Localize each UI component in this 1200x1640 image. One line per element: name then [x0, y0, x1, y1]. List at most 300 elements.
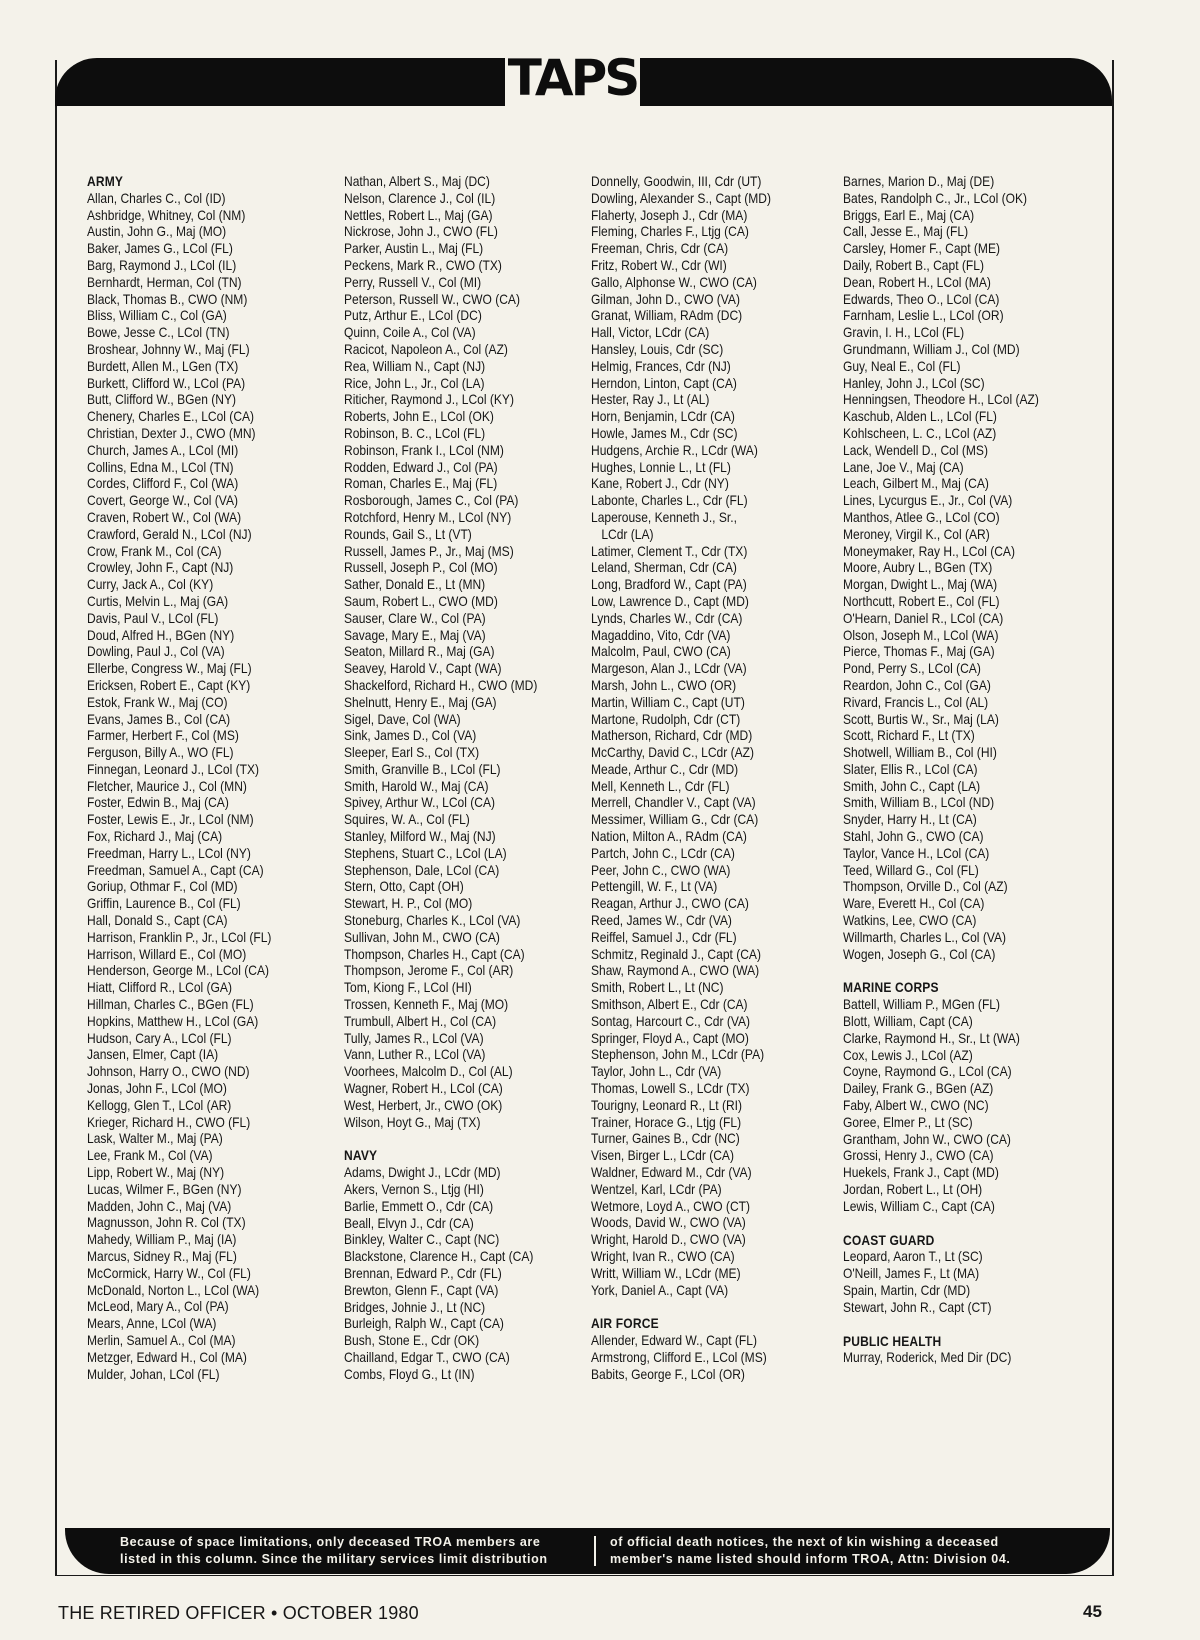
- obituary-entry: Faby, Albert W., CWO (NC): [843, 1097, 989, 1114]
- obituary-entry: Church, James A., LCol (MI): [87, 441, 239, 458]
- obituary-entry: Messimer, William G., Cdr (CA): [591, 811, 759, 828]
- obituary-entry: Trossen, Kenneth F., Maj (MO): [344, 996, 509, 1013]
- obituary-entry: Collins, Edna M., LCol (TN): [87, 458, 234, 475]
- obituary-entry: Chenery, Charles E., LCol (CA): [87, 408, 255, 425]
- obituary-entry: Magaddino, Vito, Cdr (VA): [591, 626, 731, 643]
- obituary-entry: Ellerbe, Congress W., Maj (FL): [87, 660, 252, 677]
- obituary-entry: Clarke, Raymond H., Sr., Lt (WA): [843, 1029, 1020, 1046]
- obituary-entry: Gallo, Alphonse W., CWO (CA): [591, 273, 757, 290]
- obituary-entry: Taylor, Vance H., LCol (CA): [843, 844, 990, 861]
- obituary-entry: Hall, Victor, LCdr (CA): [591, 324, 710, 341]
- obituary-entry: Battell, William P., MGen (FL): [843, 996, 1001, 1013]
- obituary-entry: Call, Jesse E., Maj (FL): [843, 223, 969, 240]
- obituary-entry: Dean, Robert H., LCol (MA): [843, 273, 991, 290]
- service-section: [843, 173, 1056, 962]
- obituary-entry: Meade, Arthur C., Cdr (MD): [591, 760, 739, 777]
- obituary-entry: Thompson, Orville D., Col (AZ): [843, 878, 1008, 895]
- obituary-entry: Stephens, Stuart C., LCol (LA): [344, 844, 507, 861]
- obituary-entry: Gilman, John D., CWO (VA): [591, 290, 740, 307]
- section-heading: ARMY: [87, 173, 124, 189]
- obituary-entry: Roman, Charles E., Maj (FL): [344, 475, 498, 492]
- obituary-entry: Crow, Frank M., Col (CA): [87, 542, 222, 559]
- obituary-entry: Blott, William, Capt (CA): [843, 1013, 973, 1030]
- obituary-entry: Fritz, Robert W., Cdr (WI): [591, 256, 727, 273]
- obituary-entry: Lucas, Wilmer F., BGen (NY): [87, 1180, 242, 1197]
- obituary-entry: Writt, William W., LCdr (ME): [591, 1264, 741, 1281]
- obituary-entry: Beall, Elvyn J., Cdr (CA): [344, 1214, 474, 1231]
- obituary-entry: Horn, Benjamin, LCdr (CA): [591, 408, 735, 425]
- obituary-entry: Kellogg, Glen T., LCol (AR): [87, 1096, 232, 1113]
- obituary-entry: Nettles, Robert L., Maj (GA): [344, 206, 493, 223]
- obituary-entry: Hiatt, Clifford R., LCol (GA): [87, 979, 232, 996]
- section-heading: NAVY: [344, 1147, 378, 1164]
- obituary-entry: Farnham, Leslie L., LCol (OR): [843, 307, 1004, 324]
- obituary-entry: Wright, Harold D., CWO (VA): [591, 1231, 746, 1248]
- obituary-entry: Chailland, Edgar T., CWO (CA): [344, 1348, 510, 1365]
- obituary-entry: Pond, Perry S., LCol (CA): [843, 660, 981, 677]
- obituary-entry: Rotchford, Henry M., LCol (NY): [344, 508, 512, 525]
- obituary-entry: Shotwell, William B., Col (HI): [843, 744, 997, 761]
- obituary-entry: Kane, Robert J., Cdr (NY): [591, 475, 729, 492]
- obituary-entry: Edwards, Theo O., LCol (CA): [843, 290, 1000, 307]
- obituary-entry: Moore, Aubry L., BGen (TX): [843, 559, 993, 576]
- footer-note-left: Because of space limitations, only deceased TROA members are listed in this column. Since the military services limit distribution: [120, 1535, 548, 1566]
- obituary-entry: Coyne, Raymond G., LCol (CA): [843, 1063, 1012, 1080]
- obituary-entry: Burkett, Clifford W., LCol (PA): [87, 374, 246, 391]
- obituary-entry: Briggs, Earl E., Maj (CA): [843, 206, 975, 223]
- obituary-entry: Huekels, Frank J., Capt (MD): [843, 1164, 999, 1181]
- obituary-entry: Freeman, Chris, Cdr (CA): [591, 240, 729, 257]
- obituary-entry: Hanley, John J., LCol (SC): [843, 374, 985, 391]
- entry-list: [843, 1248, 1056, 1315]
- obituary-entry: Moneymaker, Ray H., LCol (CA): [843, 542, 1015, 559]
- obituary-entry: Sullivan, John M., CWO (CA): [344, 928, 500, 945]
- obituary-entry: Shaw, Raymond A., CWO (WA): [591, 962, 760, 979]
- obituary-entry: Perry, Russell V., Col (MI): [344, 273, 482, 290]
- service-section: [591, 1315, 804, 1382]
- obituary-entry: Hester, Ray J., Lt (AL): [591, 391, 710, 408]
- obituary-entry: Babits, George F., LCol (OR): [591, 1365, 745, 1382]
- service-section: [591, 173, 804, 1298]
- obituary-entry: Crawford, Gerald N., LCol (NJ): [87, 525, 252, 542]
- obituary-entry: Granat, William, RAdm (DC): [591, 307, 743, 324]
- obituary-entry: Peckens, Mark R., CWO (TX): [344, 256, 502, 273]
- obituary-entry: Martone, Rudolph, Cdr (CT): [591, 710, 741, 727]
- obituary-entry: Ericksen, Robert E., Capt (KY): [87, 676, 251, 693]
- entry-list: [843, 1349, 1056, 1366]
- obituary-entry: Reiffel, Samuel J., Cdr (FL): [591, 928, 737, 945]
- obituary-entry: Madden, John C., Maj (VA): [87, 1197, 232, 1214]
- obituary-entry: Smith, John C., Capt (LA): [843, 777, 981, 794]
- obituary-entry: Merlin, Samuel A., Col (MA): [87, 1331, 236, 1348]
- obituary-entry: Mahedy, William P., Maj (IA): [87, 1231, 237, 1248]
- obituary-entry: Bernhardt, Herman, Col (TN): [87, 273, 242, 290]
- obituary-entry: Dowling, Paul J., Col (VA): [87, 643, 225, 660]
- obituary-entry: Stephenson, John M., LCdr (PA): [591, 1046, 765, 1063]
- obituary-entry: Henningsen, Theodore H., LCol (AZ): [843, 391, 1039, 408]
- obituary-entry: Freedman, Harry L., LCol (NY): [87, 844, 251, 861]
- service-section: [843, 1232, 1056, 1316]
- obituary-entry: Lack, Wendell D., Col (MS): [843, 441, 988, 458]
- obituary-entry: Marsh, John L., CWO (OR): [591, 676, 737, 693]
- obituary-entry: Dailey, Frank G., BGen (AZ): [843, 1080, 994, 1097]
- obituary-entry: Grundmann, William J., Col (MD): [843, 340, 1020, 357]
- obituary-entry: Smith, William B., LCol (ND): [843, 794, 995, 811]
- obituary-entry: Hansley, Louis, Cdr (SC): [591, 340, 724, 357]
- obituary-entry: Smith, Harold W., Maj (CA): [344, 777, 489, 794]
- service-section: [344, 1147, 557, 1382]
- obituary-entry: Howle, James M., Cdr (SC): [591, 424, 738, 441]
- obituary-entry: Olson, Joseph M., LCol (WA): [843, 626, 999, 643]
- obituary-entry: Fox, Richard J., Maj (CA): [87, 828, 223, 845]
- obituary-entry: Mell, Kenneth L., Cdr (FL): [591, 777, 730, 794]
- obituary-entry: Watkins, Lee, CWO (CA): [843, 912, 977, 929]
- obituary-entry: Waldner, Edward M., Cdr (VA): [591, 1164, 752, 1181]
- obituary-entry: Wilson, Hoyt G., Maj (TX): [344, 1113, 481, 1130]
- obituary-entry: Wright, Ivan R., CWO (CA): [591, 1248, 735, 1264]
- obituary-entry: Reardon, John C., Col (GA): [843, 676, 991, 693]
- obituary-entry: Latimer, Clement T., Cdr (TX): [591, 542, 748, 559]
- obituary-entry: Lipp, Robert W., Maj (NY): [87, 1164, 225, 1181]
- obituary-entry: Morgan, Dwight L., Maj (WA): [843, 576, 998, 593]
- obituary-entry: Lines, Lycurgus E., Jr., Col (VA): [843, 492, 1013, 509]
- obituary-entry: Fletcher, Maurice J., Col (MN): [87, 777, 247, 794]
- obituary-entry: Kaschub, Alden L., LCol (FL): [843, 408, 997, 425]
- obituary-entry: Spain, Martin, Cdr (MD): [843, 1282, 971, 1298]
- obituary-entry: Fleming, Charles F., Ltjg (CA): [591, 223, 749, 240]
- obituary-entry: McLeod, Mary A., Col (PA): [87, 1298, 229, 1315]
- obituary-entry: O'Hearn, Daniel R., LCol (CA): [843, 609, 1004, 626]
- obituary-entry: Stephenson, Dale, LCol (CA): [344, 861, 500, 878]
- obituary-entry: Nickrose, John J., CWO (FL): [344, 223, 498, 240]
- obituary-entry: Turner, Gaines B., Cdr (NC): [591, 1130, 740, 1147]
- obituary-entry: Rea, William N., Capt (NJ): [344, 357, 486, 374]
- obituary-entry: Griffin, Laurence B., Col (FL): [87, 895, 241, 912]
- footer-note-divider: [594, 1536, 596, 1566]
- obituary-entry: Laperouse, Kenneth J., Sr.,: [591, 508, 737, 525]
- obituary-entry: Shackelford, Richard H., CWO (MD): [344, 676, 538, 693]
- obituary-entry: Lynds, Charles W., Cdr (CA): [591, 609, 743, 626]
- obituary-entry: Nation, Milton A., RAdm (CA): [591, 828, 747, 845]
- obituary-entry: Burdett, Allen M., LGen (TX): [87, 357, 239, 374]
- obituary-entry: Ashbridge, Whitney, Col (NM): [87, 206, 246, 223]
- obituary-entry: Hudgens, Archie R., LCdr (WA): [591, 441, 758, 458]
- obituary-entry: Thompson, Charles H., Capt (CA): [344, 945, 525, 962]
- obituary-entry: Visen, Birger L., LCdr (CA): [591, 1147, 734, 1164]
- obituary-entry: Leach, Gilbert M., Maj (CA): [843, 475, 989, 492]
- obituary-entry: Partch, John C., LCdr (CA): [591, 844, 735, 861]
- obituary-entry: Mulder, Johan, LCol (FL): [87, 1365, 220, 1382]
- obituary-entry: Dowling, Alexander S., Capt (MD): [591, 189, 772, 206]
- obituary-entry: Rosborough, James C., Col (PA): [344, 492, 519, 509]
- obituary-entry: Johnson, Harry O., CWO (ND): [87, 1063, 250, 1080]
- obituary-entry: Smithson, Albert E., Cdr (CA): [591, 996, 748, 1013]
- obituary-entry: Spivey, Arthur W., LCol (CA): [344, 794, 495, 811]
- service-section: [87, 173, 300, 1382]
- obituary-entry: Lewis, William C., Capt (CA): [843, 1197, 995, 1214]
- obituary-entry: Wetmore, Loyd A., CWO (CT): [591, 1197, 751, 1214]
- obituary-entry: O'Neill, James F., Lt (MA): [843, 1265, 980, 1282]
- obituary-entry: Armstrong, Clifford E., LCol (MS): [591, 1348, 767, 1365]
- obituary-entry: McCarthy, David C., LCdr (AZ): [591, 744, 755, 761]
- obituary-entry: Riticher, Raymond J., LCol (KY): [344, 391, 514, 408]
- obituary-entry: Putz, Arthur E., LCol (DC): [344, 307, 482, 324]
- obituary-entry: Flaherty, Joseph J., Cdr (MA): [591, 206, 748, 223]
- obituary-entry: Foster, Lewis E., Jr., LCol (NM): [87, 811, 254, 828]
- footer-note-right: of official death notices, the next of kin wishing a deceased member's name listed should inform TROA, Attn: Division 04.: [610, 1535, 1011, 1566]
- obituary-entry: Stern, Otto, Capt (OH): [344, 878, 464, 895]
- obituary-entry: McDonald, Norton L., LCol (WA): [87, 1281, 260, 1298]
- section-heading: COAST GUARD: [843, 1231, 935, 1248]
- obituary-entry: Woods, David W., CWO (VA): [591, 1214, 746, 1231]
- entry-list: [591, 1332, 804, 1382]
- obituary-entry: Covert, George W., Col (VA): [87, 492, 238, 509]
- page-number: 45: [1083, 1602, 1102, 1621]
- section-heading: AIR FORCE: [591, 1315, 659, 1332]
- column-4: [843, 173, 1056, 1383]
- obituary-entry: Jansen, Elmer, Capt (IA): [87, 1046, 219, 1063]
- obituary-entry: Wentzel, Karl, LCdr (PA): [591, 1180, 722, 1197]
- obituary-columns: [87, 173, 1097, 1503]
- section-heading: MARINE CORPS: [843, 979, 939, 996]
- obituary-entry: Sontag, Harcourt C., Cdr (VA): [591, 1012, 751, 1029]
- obituary-entry: Lask, Walter M., Maj (PA): [87, 1130, 223, 1147]
- entry-list: [344, 1164, 557, 1382]
- obituary-entry: Harrison, Franklin P., Jr., LCol (FL): [87, 928, 272, 945]
- obituary-entry: Nathan, Albert S., Maj (DC): [344, 173, 490, 189]
- obituary-entry: Bliss, William C., Col (GA): [87, 307, 227, 324]
- obituary-entry: Roberts, John E., LCol (OK): [344, 408, 494, 425]
- obituary-entry: Broshear, Johnny W., Maj (FL): [87, 340, 250, 357]
- obituary-entry: Donnelly, Goodwin, III, Cdr (UT): [591, 173, 762, 189]
- service-section: [843, 1333, 1056, 1367]
- publication-footer: THE RETIRED OFFICER • OCTOBER 1980: [58, 1603, 419, 1623]
- column-3: [591, 173, 804, 1400]
- obituary-entry: Wagner, Robert H., LCol (CA): [344, 1080, 503, 1097]
- obituary-entry: Marcus, Sidney R., Maj (FL): [87, 1248, 237, 1264]
- obituary-entry: Craven, Robert W., Col (WA): [87, 508, 242, 525]
- obituary-entry: Davis, Paul V., LCol (FL): [87, 609, 219, 626]
- obituary-entry: Baker, James G., LCol (FL): [87, 240, 233, 257]
- obituary-entry: Henderson, George M., LCol (CA): [87, 962, 270, 979]
- obituary-entry: Doud, Alfred H., BGen (NY): [87, 626, 235, 643]
- obituary-entry: Kohlscheen, L. C., LCol (AZ): [843, 424, 997, 441]
- obituary-entry: Murray, Roderick, Med Dir (DC): [843, 1349, 1012, 1366]
- obituary-entry: Allender, Edward W., Capt (FL): [591, 1332, 757, 1349]
- obituary-entry: Crowley, John F., Capt (NJ): [87, 559, 234, 576]
- obituary-entry: Daily, Robert B., Capt (FL): [843, 256, 984, 273]
- obituary-entry: Krieger, Richard H., CWO (FL): [87, 1113, 251, 1130]
- obituary-entry: Seaton, Millard R., Maj (GA): [344, 643, 495, 660]
- obituary-entry: Bush, Stone E., Cdr (OK): [344, 1332, 480, 1349]
- obituary-entry: Springer, Floyd A., Capt (MO): [591, 1029, 749, 1046]
- obituary-entry: Grantham, John W., CWO (CA): [843, 1130, 1011, 1147]
- obituary-entry: Scott, Burtis W., Sr., Maj (LA): [843, 710, 999, 727]
- obituary-entry: West, Herbert, Jr., CWO (OK): [344, 1096, 503, 1113]
- obituary-entry: Thomas, Lowell S., LCdr (TX): [591, 1080, 750, 1097]
- obituary-entry: Blackstone, Clarence H., Capt (CA): [344, 1248, 534, 1265]
- obituary-entry: Thompson, Jerome F., Col (AR): [344, 962, 514, 979]
- obituary-entry: Brennan, Edward P., Cdr (FL): [344, 1265, 502, 1281]
- obituary-entry: Gravin, I. H., LCol (FL): [843, 324, 965, 341]
- obituary-entry: Trainer, Horace G., Ltjg (FL): [591, 1113, 742, 1130]
- obituary-entry: Tom, Kiong F., LCol (HI): [344, 979, 472, 996]
- obituary-entry: Mears, Anne, LCol (WA): [87, 1315, 217, 1332]
- obituary-entry: Taylor, John L., Cdr (VA): [591, 1063, 722, 1080]
- obituary-entry: Bridges, Johnie J., Lt (NC): [344, 1298, 486, 1315]
- obituary-entry: Stewart, H. P., Col (MO): [344, 895, 473, 912]
- obituary-entry: Matherson, Richard, Cdr (MD): [591, 727, 753, 744]
- obituary-entry: Pettengill, W. F., Lt (VA): [591, 878, 718, 895]
- obituary-entry: Guy, Neal E., Col (FL): [843, 357, 961, 374]
- obituary-entry: Shelnutt, Henry E., Maj (GA): [344, 693, 497, 710]
- obituary-entry: Leopard, Aaron T., Lt (SC): [843, 1248, 983, 1265]
- obituary-entry: Scott, Richard F., Lt (TX): [843, 727, 975, 744]
- obituary-entry: Labonte, Charles L., Cdr (FL): [591, 492, 748, 509]
- obituary-entry: Jonas, John F., LCol (MO): [87, 1080, 227, 1097]
- entry-list: [87, 190, 300, 1383]
- obituary-entry: Northcutt, Robert E., Col (FL): [843, 592, 1000, 609]
- obituary-entry: Low, Lawrence D., Capt (MD): [591, 592, 749, 609]
- obituary-entry: Reagan, Arthur J., CWO (CA): [591, 895, 749, 912]
- entry-list: [843, 996, 1056, 1214]
- obituary-entry: Willmarth, Charles L., Col (VA): [843, 928, 1007, 945]
- obituary-entry: Hopkins, Matthew H., LCol (GA): [87, 1012, 259, 1029]
- obituary-entry: Malcolm, Paul, CWO (CA): [591, 643, 731, 660]
- obituary-entry: Cox, Lewis J., LCol (AZ): [843, 1046, 973, 1063]
- obituary-entry: Sather, Donald E., Lt (MN): [344, 576, 486, 593]
- obituary-entry: Butt, Clifford W., BGen (NY): [87, 391, 236, 408]
- obituary-entry: Stahl, John G., CWO (CA): [843, 828, 984, 845]
- obituary-entry: Parker, Austin L., Maj (FL): [344, 240, 484, 257]
- obituary-entry: Christian, Dexter J., CWO (MN): [87, 424, 256, 441]
- obituary-entry: Estok, Frank W., Maj (CO): [87, 693, 228, 710]
- obituary-entry: Freedman, Samuel A., Capt (CA): [87, 861, 264, 878]
- obituary-entry: Finnegan, Leonard J., LCol (TX): [87, 760, 259, 777]
- obituary-entry: Vann, Luther R., LCol (VA): [344, 1046, 486, 1063]
- obituary-entry: Stanley, Milford W., Maj (NJ): [344, 828, 496, 845]
- obituary-entry: Robinson, B. C., LCol (FL): [344, 424, 486, 441]
- obituary-entry: Goriup, Othmar F., Col (MD): [87, 878, 238, 895]
- obituary-entry: Merrell, Chandler V., Capt (VA): [591, 794, 756, 811]
- obituary-entry: Robinson, Frank I., LCol (NM): [344, 441, 504, 458]
- obituary-entry: Voorhees, Malcolm D., Col (AL): [344, 1063, 513, 1080]
- obituary-entry: Hughes, Lonnie L., Lt (FL): [591, 458, 731, 475]
- obituary-entry: Jordan, Robert L., Lt (OH): [843, 1181, 983, 1198]
- obituary-entry: Evans, James B., Col (CA): [87, 710, 231, 727]
- obituary-entry: Saum, Robert L., CWO (MD): [344, 592, 498, 609]
- obituary-entry: Trumbull, Albert H., Col (CA): [344, 1012, 497, 1029]
- service-section: [344, 173, 557, 1130]
- column-1: [87, 173, 300, 1399]
- obituary-entry: Rodden, Edward J., Col (PA): [344, 458, 498, 475]
- obituary-entry: Farmer, Herbert F., Col (MS): [87, 727, 239, 744]
- obituary-entry: Lee, Frank M., Col (VA): [87, 1147, 213, 1164]
- obituary-entry: Savage, Mary E., Maj (VA): [344, 626, 486, 643]
- obituary-entry: Sleeper, Earl S., Col (TX): [344, 744, 480, 761]
- obituary-entry: McCormick, Harry W., Col (FL): [87, 1264, 251, 1281]
- obituary-entry: Squires, W. A., Col (FL): [344, 811, 470, 828]
- obituary-entry: Long, Bradford W., Capt (PA): [591, 576, 747, 593]
- obituary-entry: Hillman, Charles C., BGen (FL): [87, 996, 254, 1013]
- obituary-entry: Schmitz, Reginald J., Capt (CA): [591, 945, 761, 962]
- obituary-entry: Peer, John C., CWO (WA): [591, 861, 731, 878]
- obituary-entry: Peterson, Russell W., CWO (CA): [344, 290, 520, 307]
- obituary-entry: Racicot, Napoleon A., Col (AZ): [344, 340, 508, 357]
- obituary-entry: LCdr (LA): [601, 525, 654, 542]
- obituary-entry: Quinn, Coile A., Col (VA): [344, 324, 476, 341]
- entry-list: [843, 173, 1056, 962]
- obituary-entry: Lane, Joe V., Maj (CA): [843, 458, 964, 475]
- obituary-entry: Martin, William C., Capt (UT): [591, 693, 745, 710]
- obituary-entry: Combs, Floyd G., Lt (IN): [344, 1365, 475, 1382]
- obituary-entry: Brewton, Glenn F., Capt (VA): [344, 1281, 499, 1298]
- obituary-entry: Burleigh, Ralph W., Capt (CA): [344, 1315, 504, 1332]
- obituary-entry: Rounds, Gail S., Lt (VT): [344, 525, 472, 542]
- obituary-entry: Barlie, Emmett O., Cdr (CA): [344, 1197, 494, 1214]
- obituary-entry: Barnes, Marion D., Maj (DE): [843, 173, 995, 189]
- obituary-entry: Stoneburg, Charles K., LCol (VA): [344, 912, 521, 929]
- obituary-entry: Smith, Granville B., LCol (FL): [344, 760, 501, 777]
- obituary-entry: Seavey, Harold V., Capt (WA): [344, 660, 502, 677]
- obituary-entry: Rivard, Francis L., Col (AL): [843, 693, 989, 710]
- column-2: [344, 173, 557, 1400]
- obituary-entry: Slater, Ellis R., LCol (CA): [843, 760, 978, 777]
- obituary-entry: Metzger, Edward H., Col (MA): [87, 1348, 247, 1365]
- obituary-entry: Teed, Willard G., Col (FL): [843, 861, 979, 878]
- obituary-entry: Tourigny, Leonard R., Lt (RI): [591, 1096, 743, 1113]
- obituary-entry: Hudson, Cary A., LCol (FL): [87, 1029, 232, 1046]
- obituary-entry: Magnusson, John R. Col (TX): [87, 1214, 246, 1231]
- masthead-title: TAPS: [505, 50, 640, 106]
- obituary-entry: Cordes, Clifford F., Col (WA): [87, 475, 239, 492]
- obituary-entry: Goree, Elmer P., Lt (SC): [843, 1113, 973, 1130]
- obituary-entry: Allan, Charles C., Col (ID): [87, 189, 226, 206]
- obituary-entry: Bates, Randolph C., Jr., LCol (OK): [843, 189, 1028, 206]
- obituary-entry: Rice, John L., Jr., Col (LA): [344, 374, 485, 391]
- obituary-entry: Stewart, John R., Capt (CT): [843, 1298, 992, 1315]
- obituary-entry: Akers, Vernon S., Ltjg (HI): [344, 1181, 484, 1198]
- obituary-entry: Black, Thomas B., CWO (NM): [87, 290, 248, 307]
- obituary-entry: York, Daniel A., Capt (VA): [591, 1281, 729, 1298]
- obituary-entry: Manthos, Atlee G., LCol (CO): [843, 508, 1000, 525]
- obituary-entry: Meroney, Virgil K., Col (AR): [843, 525, 990, 542]
- obituary-entry: Sauser, Clare W., Col (PA): [344, 609, 486, 626]
- obituary-entry: Smith, Robert L., Lt (NC): [591, 979, 724, 996]
- obituary-entry: Grossi, Henry J., CWO (CA): [843, 1147, 994, 1164]
- obituary-entry: Carsley, Homer F., Capt (ME): [843, 240, 1000, 257]
- obituary-entry: Russell, James P., Jr., Maj (MS): [344, 542, 514, 559]
- obituary-entry: Ferguson, Billy A., WO (FL): [87, 744, 234, 761]
- obituary-entry: Nelson, Clarence J., Col (IL): [344, 189, 496, 206]
- obituary-entry: Adams, Dwight J., LCdr (MD): [344, 1164, 501, 1181]
- obituary-entry: Helmig, Frances, Cdr (NJ): [591, 357, 731, 374]
- obituary-entry: Binkley, Walter C., Capt (NC): [344, 1231, 500, 1248]
- obituary-entry: Wogen, Joseph G., Col (CA): [843, 945, 996, 962]
- obituary-entry: Sigel, Dave, Col (WA): [344, 710, 461, 727]
- obituary-entry: Foster, Edwin B., Maj (CA): [87, 794, 229, 811]
- obituary-entry: Bowe, Jesse C., LCol (TN): [87, 324, 230, 341]
- section-heading: PUBLIC HEALTH: [843, 1332, 942, 1349]
- obituary-entry: Russell, Joseph P., Col (MO): [344, 559, 498, 576]
- service-section: [843, 979, 1056, 1214]
- obituary-entry: Reed, James W., Cdr (VA): [591, 912, 732, 929]
- entry-list: [591, 173, 804, 1298]
- obituary-entry: Tully, James R., LCol (VA): [344, 1029, 484, 1046]
- obituary-entry: Margeson, Alan J., LCdr (VA): [591, 660, 747, 677]
- obituary-entry: Snyder, Harry H., Lt (CA): [843, 811, 977, 828]
- entry-list: [344, 173, 557, 1130]
